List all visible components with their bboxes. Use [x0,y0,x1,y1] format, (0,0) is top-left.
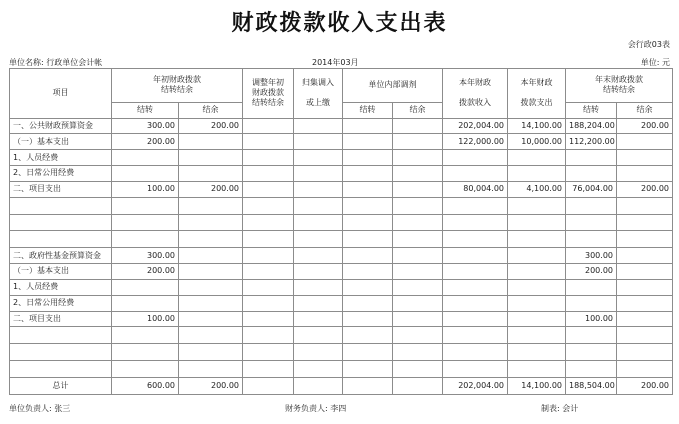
cell-internal-surplus [393,197,443,214]
cell-return [294,231,343,248]
cell-ending-surplus [617,134,673,150]
cell-item [10,197,112,214]
cell-beginning-surplus [179,327,243,344]
cell-income [443,264,508,280]
cell-internal-carry [343,150,393,166]
cell-item: 二、政府性基金预算资金 [10,248,112,264]
cell-internal-carry [343,327,393,344]
header-return: 归集调入 或上缴 [294,69,343,119]
cell-item: 总计 [10,377,112,394]
cell-adjust [243,150,294,166]
cell-expense [508,344,566,361]
cell-beginning-surplus: 200.00 [179,377,243,394]
header-internal-carry: 结转 [343,102,393,118]
table-row [10,134,673,150]
cell-internal-surplus [393,377,443,394]
table-row [10,295,673,311]
cell-expense: 4,100.00 [508,181,566,197]
cell-income: 80,004.00 [443,181,508,197]
cell-item: 1、人员经费 [10,279,112,295]
cell-beginning-carry [112,197,179,214]
table-row [10,118,673,134]
cell-ending-carry: 112,200.00 [566,134,617,150]
cell-income [443,231,508,248]
cell-beginning-carry: 300.00 [112,248,179,264]
cell-return [294,311,343,327]
cell-ending-carry [566,150,617,166]
cell-income: 202,004.00 [443,377,508,394]
header-beginning-surplus: 结余 [179,102,243,118]
header-expense: 本年财政 拨款支出 [508,69,566,119]
cell-item: （一）基本支出 [10,134,112,150]
cell-ending-carry: 188,204.00 [566,118,617,134]
cell-expense [508,214,566,231]
cell-return [294,197,343,214]
cell-adjust [243,295,294,311]
table-row [10,150,673,166]
cell-beginning-surplus [179,134,243,150]
cell-expense: 14,100.00 [508,118,566,134]
cell-ending-carry [566,361,617,378]
cell-ending-surplus [617,231,673,248]
cell-internal-surplus [393,264,443,280]
cell-adjust [243,361,294,378]
cell-beginning-carry: 100.00 [112,181,179,197]
cell-item [10,214,112,231]
cell-adjust [243,248,294,264]
cell-item: 二、项目支出 [10,181,112,197]
cell-internal-surplus [393,181,443,197]
cell-ending-carry [566,231,617,248]
currency-unit: 单位: 元 [640,58,670,67]
cell-ending-carry: 100.00 [566,311,617,327]
cell-adjust [243,214,294,231]
cell-internal-surplus [393,118,443,134]
cell-beginning-surplus [179,197,243,214]
cell-return [294,279,343,295]
cell-beginning-carry: 200.00 [112,264,179,280]
cell-ending-carry [566,344,617,361]
cell-ending-carry: 188,504.00 [566,377,617,394]
cell-return [294,150,343,166]
cell-return [294,181,343,197]
cell-expense [508,248,566,264]
cell-beginning-surplus [179,231,243,248]
cell-ending-surplus [617,197,673,214]
cell-beginning-surplus [179,214,243,231]
cell-ending-carry: 76,004.00 [566,181,617,197]
cell-internal-carry [343,214,393,231]
cell-ending-carry [566,295,617,311]
cell-ending-surplus [617,166,673,182]
prepared-by: 制表: 会计 [541,404,579,413]
cell-return [294,248,343,264]
cell-income [443,150,508,166]
cell-expense: 14,100.00 [508,377,566,394]
header-adjust: 调整年初 财政拨款 结转结余 [243,69,294,119]
table-row [10,231,673,248]
cell-beginning-carry [112,327,179,344]
cell-beginning-surplus [179,311,243,327]
cell-internal-surplus [393,279,443,295]
cell-beginning-carry [112,295,179,311]
cell-adjust [243,344,294,361]
cell-item [10,327,112,344]
cell-expense [508,197,566,214]
table-row [10,279,673,295]
cell-internal-carry [343,197,393,214]
cell-income [443,166,508,182]
cell-return [294,327,343,344]
header-income: 本年财政 拨款收入 [443,69,508,119]
cell-ending-carry [566,197,617,214]
table-row [10,344,673,361]
cell-ending-carry [566,214,617,231]
cell-item: （一）基本支出 [10,264,112,280]
cell-ending-surplus: 200.00 [617,377,673,394]
cell-beginning-surplus [179,279,243,295]
cell-item: 2、日常公用经费 [10,295,112,311]
cell-adjust [243,231,294,248]
header-ending: 年末财政拨款 结转结余 [566,69,673,103]
cell-adjust [243,327,294,344]
table-row [10,214,673,231]
cell-internal-surplus [393,344,443,361]
header-item: 项目 [10,69,112,119]
cell-expense [508,231,566,248]
table-row [10,264,673,280]
cell-internal-carry [343,118,393,134]
header-internal-surplus: 结余 [393,102,443,118]
cell-return [294,134,343,150]
cell-internal-surplus [393,134,443,150]
cell-item: 2、日常公用经费 [10,166,112,182]
cell-beginning-carry: 200.00 [112,134,179,150]
cell-internal-carry [343,295,393,311]
cell-adjust [243,264,294,280]
report-title: 财政拨款收入支出表 [231,11,448,36]
cell-expense [508,311,566,327]
total-row [10,377,673,394]
cell-internal-surplus [393,166,443,182]
cell-adjust [243,311,294,327]
cell-internal-surplus [393,231,443,248]
cell-internal-carry [343,134,393,150]
table-row [10,166,673,182]
cell-ending-surplus [617,264,673,280]
cell-beginning-surplus [179,248,243,264]
cell-adjust [243,377,294,394]
cell-ending-surplus [617,295,673,311]
cell-internal-carry [343,248,393,264]
cell-return [294,377,343,394]
cell-item [10,344,112,361]
report-code: 会行政03表 [627,40,670,49]
cell-ending-surplus [617,214,673,231]
cell-item [10,361,112,378]
cell-internal-surplus [393,361,443,378]
table-row [10,197,673,214]
cell-internal-carry [343,311,393,327]
cell-internal-surplus [393,295,443,311]
cell-beginning-carry [112,361,179,378]
finance-head: 财务负责人: 李四 [285,404,347,413]
table-row [10,311,673,327]
cell-income [443,279,508,295]
cell-ending-surplus: 200.00 [617,118,673,134]
cell-beginning-carry: 300.00 [112,118,179,134]
cell-internal-carry [343,231,393,248]
cell-internal-surplus [393,311,443,327]
table-row [10,361,673,378]
cell-income [443,327,508,344]
cell-internal-carry [343,264,393,280]
cell-ending-surplus [617,279,673,295]
header-internal: 单位内部调剂 [343,69,443,103]
header-ending-carry: 结转 [566,102,617,118]
cell-internal-surplus [393,248,443,264]
cell-return [294,214,343,231]
cell-beginning-carry [112,231,179,248]
cell-adjust [243,181,294,197]
table-row [10,327,673,344]
cell-beginning-carry: 100.00 [112,311,179,327]
cell-internal-carry [343,279,393,295]
cell-ending-surplus [617,311,673,327]
cell-ending-surplus [617,248,673,264]
header-ending-surplus: 结余 [617,102,673,118]
cell-beginning-carry [112,150,179,166]
report-table [9,68,673,395]
cell-expense [508,295,566,311]
cell-beginning-carry [112,344,179,361]
cell-ending-carry [566,327,617,344]
cell-beginning-surplus: 200.00 [179,181,243,197]
cell-ending-carry [566,279,617,295]
header-beginning: 年初财政拨款 结转结余 [112,69,243,103]
cell-ending-surplus [617,344,673,361]
cell-adjust [243,279,294,295]
cell-return [294,361,343,378]
table-row [10,248,673,264]
cell-item: 二、项目支出 [10,311,112,327]
cell-adjust [243,118,294,134]
cell-internal-surplus [393,327,443,344]
cell-ending-surplus [617,150,673,166]
cell-adjust [243,134,294,150]
cell-internal-carry [343,181,393,197]
cell-ending-carry: 300.00 [566,248,617,264]
cell-beginning-surplus [179,166,243,182]
cell-expense [508,327,566,344]
cell-return [294,118,343,134]
cell-return [294,264,343,280]
cell-expense [508,279,566,295]
cell-internal-carry [343,361,393,378]
cell-beginning-carry [112,214,179,231]
cell-expense [508,166,566,182]
cell-item [10,231,112,248]
cell-expense [508,264,566,280]
cell-internal-carry [343,344,393,361]
report-period: 2014年03月 [312,58,359,67]
cell-return [294,344,343,361]
cell-ending-carry: 200.00 [566,264,617,280]
cell-beginning-surplus [179,361,243,378]
cell-beginning-surplus [179,344,243,361]
cell-beginning-surplus [179,150,243,166]
cell-return [294,166,343,182]
cell-beginning-carry: 600.00 [112,377,179,394]
cell-income [443,361,508,378]
cell-internal-surplus [393,150,443,166]
cell-internal-surplus [393,214,443,231]
header-beginning-carry: 结转 [112,102,179,118]
cell-internal-carry [343,166,393,182]
cell-expense [508,150,566,166]
cell-income [443,214,508,231]
unit-name: 单位名称: 行政单位会计帐 [9,58,103,67]
cell-return [294,295,343,311]
cell-income: 202,004.00 [443,118,508,134]
cell-beginning-surplus [179,295,243,311]
cell-income: 122,000.00 [443,134,508,150]
cell-income [443,295,508,311]
cell-beginning-carry [112,279,179,295]
cell-income [443,197,508,214]
cell-income [443,248,508,264]
cell-beginning-carry [112,166,179,182]
cell-income [443,344,508,361]
cell-income [443,311,508,327]
cell-ending-carry [566,166,617,182]
cell-beginning-surplus: 200.00 [179,118,243,134]
table-row [10,181,673,197]
cell-ending-surplus: 200.00 [617,181,673,197]
cell-expense: 10,000.00 [508,134,566,150]
unit-head: 单位负责人: 张三 [9,404,71,413]
cell-internal-carry [343,377,393,394]
cell-beginning-surplus [179,264,243,280]
cell-ending-surplus [617,327,673,344]
cell-item: 1、人员经费 [10,150,112,166]
cell-item: 一、公共财政预算资金 [10,118,112,134]
cell-expense [508,361,566,378]
header-row-top [10,69,673,103]
cell-adjust [243,166,294,182]
cell-adjust [243,197,294,214]
cell-ending-surplus [617,361,673,378]
